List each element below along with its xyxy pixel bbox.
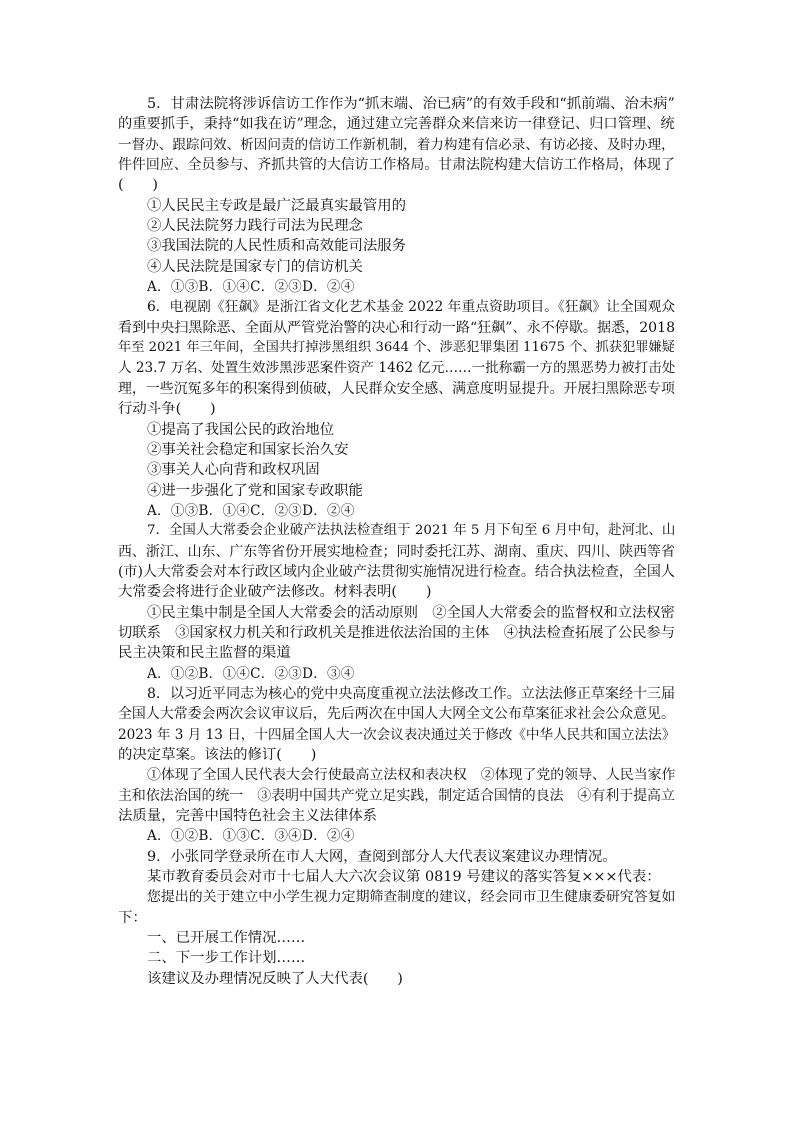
question-6-line-5: 理，一些沉冤多年的积案得到侦破，人民群众安全感、满意度明显提升。开展扫黑除恶专项 (118, 380, 675, 397)
question-6-option-1: ①提高了我国公民的政治地位 (147, 421, 335, 438)
question-8-line-2: 全国人大常委会两次会议审议后，先后两次在中国人大网全文公布草案征求社会公众意见。 (118, 706, 675, 723)
question-7-line-1: 7．全国人大常委会企业破产法执法检查组于 2021 年 5 月下旬至 6 月中旬，赴河北、山 (147, 523, 676, 539)
question-7-options-line-1: ①民主集中制是全国人大常委会的活动原则 ②全国人大常委会的监督权和立法权密 (147, 604, 675, 621)
question-8-line-1: 8．以习近平同志为核心的党中央高度重视立法法修改工作。立法法修正草案经十三届 (147, 685, 676, 702)
question-6-choices: A．①③B．①④C．②③D．②④ (147, 502, 355, 519)
question-5-line-5: ( ) (118, 177, 159, 194)
question-5-line-4: 件件回应、全员参与、齐抓共管的大信访工作格局。甘肃法院构建大信访工作格局，体现了 (118, 157, 675, 174)
question-8-choices: A．①②B．①③C．③④D．②④ (147, 828, 355, 845)
question-5 (118, 94, 678, 297)
question-7-options-line-2: 切联系 ③国家权力机关和行政机关是推进依法治国的主体 ④执法检查拓展了公民参与 (118, 624, 675, 641)
question-7-line-2: 西、浙江、山东、广东等省份开展实地检查；同时委托江苏、湖南、重庆、四川、陕西等省 (118, 543, 675, 560)
question-8-line-3: 2023 年 3 月 13 日，十四届全国人大一次会议表决通过关于修改《中华人民共和国立法法》 (118, 726, 676, 743)
question-6-line-6: 行动斗争( ) (118, 401, 216, 418)
question-9-line-7: 该建议及办理情况反映了人大代表( ) (147, 970, 403, 987)
question-9-line-5: 一、已开展工作情况…… (147, 930, 306, 947)
question-6-line-2: 看到中央扫黑除恶、全面从严管党治警的决心和行动一路“狂飙”、永不停歇。据悉，2018 (118, 319, 676, 336)
question-6-option-2: ②事关社会稳定和国家长治久安 (147, 441, 349, 458)
question-7-options-line-3: 民主决策和民主监督的渠道 (118, 645, 291, 662)
question-8 (118, 684, 678, 847)
question-7-choices: A．①②B．①④C．②③D．③④ (147, 665, 355, 682)
question-6-line-3: 年至 2021 年三年间，全国共打掉涉黑组织 3644 个、涉恶犯罪集团 11675 个、抓获犯罪嫌疑 (118, 340, 675, 356)
question-6 (118, 297, 678, 521)
question-5-line-2: 的重要抓手，秉持“如我在访”理念，通过建立完善群众来信来访一律登记、归口管理、统 (118, 116, 675, 133)
question-5-line-1: 5．甘肃法院将涉诉信访工作作为“抓末端、治已病”的有效手段和“抓前端、治未病” (147, 96, 675, 112)
document-page (118, 94, 678, 989)
question-8-options-line-1: ①体现了全国人民代表大会行使最高立法权和表决权 ②体现了党的领导、人民当家作 (147, 767, 676, 784)
question-9-line-4: 下： (118, 909, 147, 926)
question-8-options-line-3: 法质量，完善中国特色社会主义法律体系 (118, 808, 378, 825)
question-6-line-1: 6．电视剧《狂飙》是浙江省文化艺术基金 2022 年重点资助项目。《狂飙》让全国观众 (147, 299, 676, 316)
question-6-option-3: ③事关人心向背和政权巩固 (147, 462, 320, 479)
question-9-line-3: 您提出的关于建立中小学生视力定期筛查制度的建议，经会同市卫生健康委研究答复如 (147, 889, 676, 906)
question-7 (118, 521, 678, 684)
question-9-line-2: 某市教育委员会对市十七届人大六次会议第 0819 号建议的落实答复×××代表： (147, 869, 661, 886)
question-8-line-4: 的决定草案。该法的修订( ) (118, 747, 317, 763)
question-9-line-6: 二、下一步工作计划…… (147, 950, 306, 967)
question-5-option-4: ④人民法院是国家专门的信访机关 (147, 258, 363, 275)
question-6-line-4: 人 23.7 万名、处置生效涉黑涉恶案件资产 1462 亿元……一批称霸一方的黑恶势力被打击处 (118, 360, 676, 377)
question-7-line-3: (市)人大常委会对本行政区域内企业破产法贯彻实施情况进行检查。结合执法检查，全国人 (118, 563, 675, 580)
question-9 (118, 847, 678, 989)
question-5-option-3: ③我国法院的人民性质和高效能司法服务 (147, 238, 407, 255)
question-7-line-4: 大常委会将进行企业破产法修改。材料表明( ) (118, 584, 432, 601)
question-5-option-1: ①人民民主专政是最广泛最真实最管用的 (147, 197, 407, 214)
question-5-choices: A．①③B．①④C．②③D．②④ (147, 279, 355, 296)
question-5-option-2: ②人民法院努力践行司法为民理念 (147, 218, 363, 235)
question-5-line-3: 一督办、跟踪问效、析因问责的信访工作新机制，着力构建有信必录、有访必接、及时办理， (118, 136, 675, 153)
question-6-option-4: ④进一步强化了党和国家专政职能 (147, 482, 363, 499)
question-8-options-line-2: 主和依法治国的统一 ③表明中国共产党立足实践，制定适合国情的良法 ④有利于提高立 (118, 787, 675, 804)
question-9-line-1: 9．小张同学登录所在市人大网，查阅到部分人大代表议案建议办理情况。 (147, 848, 617, 865)
